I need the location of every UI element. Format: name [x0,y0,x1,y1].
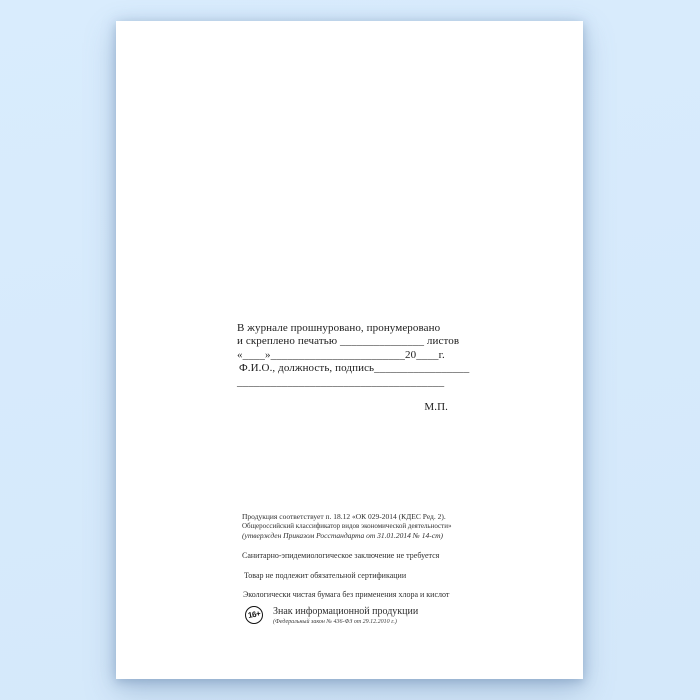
information-product-title: Знак информационной продукции [273,605,419,617]
sanitary-note: Санитарно-эпидемиологическое заключение не требуется [242,550,440,560]
binding-statement-line-1: В журнале прошнуровано, пронумеровано [237,322,441,334]
okved-line-2: Общероссийский классификатор видов экономической деятельности» [242,521,452,530]
binding-statement-block [237,322,470,414]
age-16plus-icon [245,606,263,624]
binding-statement-line-4: Ф.И.О., должность, подпись_________________ [239,362,470,375]
document-page [116,21,583,679]
information-product-text [273,606,418,626]
compliance-block [242,512,451,625]
binding-statement-signature-line: _____________________________________ [237,375,445,388]
binding-statement-line-3: «____»________________________20____г. [237,348,445,361]
certification-note: Товар не подлежит обязательной сертификации [244,570,407,580]
okved-compliance-paragraph [242,512,451,541]
information-product-sign [242,606,451,626]
eco-paper-note: Экологически чистая бумага без применения хлора и кислот [243,589,450,599]
age-16plus-label: 16+ [247,609,261,621]
binding-statement-line-2: и скреплено печатью _______________ листов [237,335,460,348]
information-product-law: (Федеральный закон № 436-ФЗ от 29.12.2010 г.) [273,618,397,625]
stamp-place-abbr: М.П. [424,401,448,414]
okved-line-3: (утвержден Приказом Росстандарта от 31.01.2014 № 14-ст) [242,531,443,540]
okved-line-1: Продукция соответствует п. 18.12 «ОК 029-2014 (КДЕС Ред. 2). [242,512,446,521]
